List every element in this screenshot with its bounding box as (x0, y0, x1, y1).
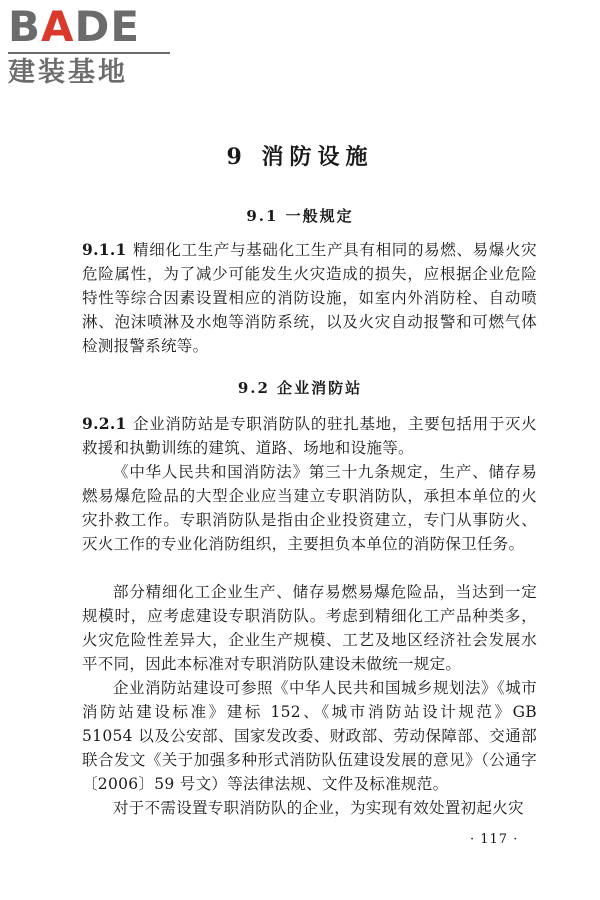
paragraph-fine-chemical: 部分精细化工企业生产、储存易燃易爆危险品，当达到一定规模时，应考虑建设专职消防队。考虑到精细化工产品种类多，火灾危险性差异大，企业生产规模、工艺及地区经济社会发展水平不同，因此本标准对专职消防队建设未做统一规定。 (82, 583, 537, 673)
section-title-general: 9.1 一般规定 (246, 207, 354, 225)
chapter-title: 9 消防设施 (226, 144, 374, 170)
logo-letters-prefix: B (8, 2, 42, 51)
clause-9-2-1 (82, 412, 537, 460)
logo-letter-accent: A (41, 2, 75, 51)
logo-wordmark (8, 4, 178, 50)
paragraph-continued: 对于不需设置专职消防队的企业，为实现有效处置初起火灾 (113, 799, 524, 817)
clause-number: 9.1.1 (82, 240, 127, 259)
paragraph-fire-law: 《中华人民共和国消防法》第三十九条规定，生产、储存易燃易爆危险品的大型企业应当建立专职消防队，承担本单位的火灾扑救工作。专职消防队是指由企业投资建立，专门从事防火、灭火工作的专业化消防组织，主要担负本单位的消防保卫任务。 (82, 463, 537, 553)
clause-text: 企业消防站是专职消防队的驻扎基地，主要包括用于灭火救援和执勤训练的建筑、道路、场地和设施等。 (82, 415, 537, 457)
clause-text: 精细化工生产与基础化工生产具有相同的易燃、易爆火灾危险属性，为了减少可能发生火灾造成的损失，应根据企业危险特性等综合因素设置相应的消防设施，如室内外消防栓、自动喷淋、泡沫喷淋及水炮等消防系统，以及火灾自动报警和可燃气体检测报警系统等。 (82, 241, 537, 355)
section-title-fire-station: 9.2 企业消防站 (237, 379, 363, 397)
logo-letters-suffix: DE (74, 2, 141, 51)
bade-logo (8, 4, 178, 88)
page-number: · 117 · (470, 832, 519, 847)
clause-number: 9.2.1 (82, 414, 127, 433)
logo-subtitle: 建装基地 (8, 57, 128, 88)
logo-divider (8, 52, 170, 54)
paragraph-references: 企业消防站建设可参照《中华人民共和国城乡规划法》《城市消防站建设标准》建标 152、《城市消防站设计规范》GB 51054 以及公安部、国家发改委、财政部、劳动保障部、交通部联合发文《关于加强多种形式消防队伍建设发展的意见》（公通字〔2006〕59 号文）等法律法规、文件及标准规范。 (82, 679, 537, 793)
clause-9-1-1 (82, 238, 537, 358)
